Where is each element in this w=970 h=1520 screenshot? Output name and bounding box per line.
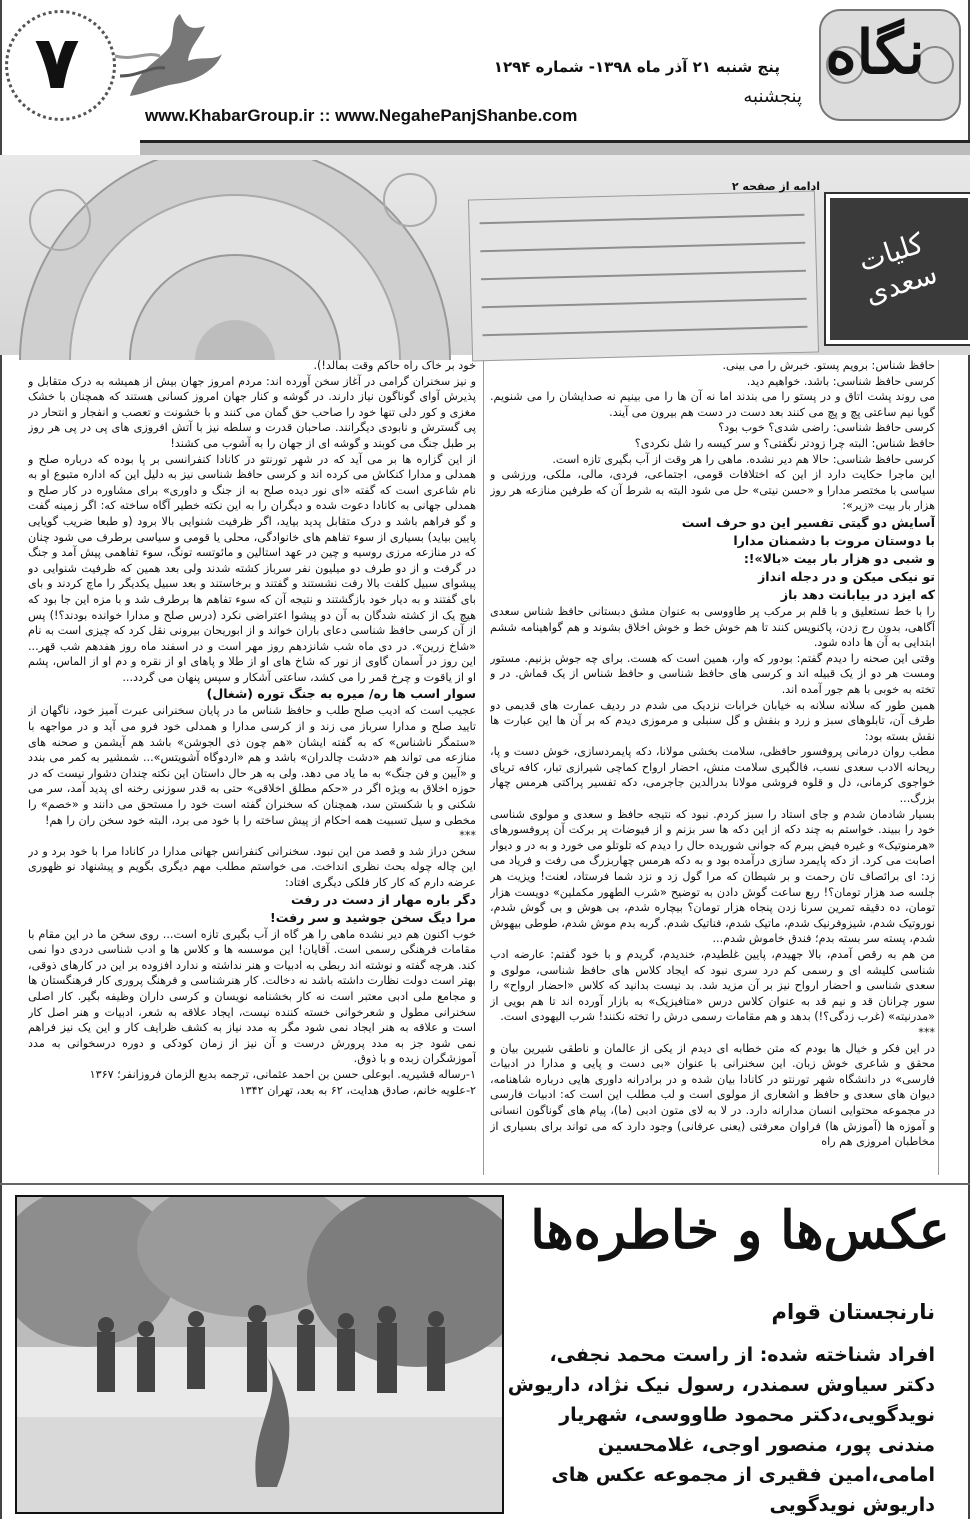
masthead-subtitle: پنجشنبه: [743, 86, 802, 107]
manuscript-image: [468, 190, 819, 361]
paragraph: از این گزاره ها بر می آید که در شهر تورنتو در کانادا کنفرانسی بر پا بوده که درباره صلح و همدلی و مدارا کنکاش می کرده اند و کرسی حافظ شناسی نیز به دلیل این که اداره متبوع او به نام شاعری است که گفته «ای نور دیده صلح به از جنگ و داوری» برای مشاوره در کار صلح و همدلی جهانی به کانادا دعوت شده و دیگران را به این نکته خطیر آگاه ساخته که: اگر زمینه گفت و گو فراهم باشد و درک متقابل پدید بیاید، اگر ظرفیت شنوایی بالا برود (و طبعا ضریب گویایی پایین بیاید) بسیاری از سوء تفاهم های خانوادگی، محلی یا قومی و سیاسی برطرف می شود چنان که در منازعه مرزی روسیه و چین در عهد استالین و مائوتسه تونگ، سوء تفاهمی پیش آمد و جنگ در گرفت و از دو طرف دو میلیون نفر سرباز کشته شدند ولی بعد همین که ظرفیت شنوایی دو پیشوای سبیل کلفت بالا رفت نشستند و گفتند و برخاستند و بعد سبیل یکدیگر را ماچ کردند و بای بای گفتند و به دیار خود بازگشتند و نتیجه آن که سوء تفاهم ها برطرف شد و با مزه این جا بود که هیچ یک از کشته شدگان به آن دو پیشوا اعتراضی نکرد (درس صلح و مدارا خوانده بودند؟!) پس از آن کرسی حافظ شناسی دعای باران خواند و از ابوریحان بیرونی نقل کرد که چیزی است به نام «شاخ زرین». در دی ماه شب شانزدهم روز مهر است و در اسفند ماه روز هفدهم شب قهر... این روز در آسمان گاوی از نور که شاخ های او از طلا و پاهای او از نقره و دم او از الماس، پشم او از یاقوت و چرخ قمر را می کشد، ساعتی آشکار و سپس پنهان می گردد...: [28, 452, 476, 684]
paragraph: مطب روان درمانی پروفسور حافظی، سلامت بخشی مولانا، دکه پایمردسازی، خوش دست و پا، ریحانه الادب سعدی نسب، فالگیری سلامت منش، احضار ارواح کماچی شیرازی تبار، کافه تریای خواجوی کرمانی، دل و قلوه فروشی مولانا بدرالدین جاجرمی، دکه تفسیر پراکتی هرمس چهار بزرگ...: [490, 745, 935, 806]
paragraph: خوب اکنون هم دیر نشده ماهی را هر گاه از آب بگیری تازه است... روی سخن ما در این مقام با مقامات فرهنگی رسمی است. آقایان! این موسسه ها و کلاس ها و ادب شناسی دردی دوا نمی کند. هرچه گفته و نوشته اند ربطی به ادبیات و هنر نداشته و ندارد افزوده بر این در کارهای ذوقی، بهتر است دولت نظارت داشته باشد نه دخالت. کار هنرشناسی و فرهنگ پروری کار فرهنگستان ها و مجامع ملی ادبی معتبر است نه کار بخشنامه نویسان و کرسی داران وظیفه بگیر. کار اصلی سخنرانی مطول و شعرخوانی خسته کننده نیست، ایجاد علاقه به شعر، ادبیات و هنر اصل کار است و علاقه به هنر ایجاد نمی شود مگر به مدد نیاز به کشف ظرایف کار و این یک نیز فراهم نمی شود جز به مدد پرورش درست و آن نیز از زمان کودکی و دوره درسخوانی به مدد آموزشگران زبده و با ذوق.: [28, 927, 476, 1066]
paragraph: ۲-علویه خانم، صادق هدایت، ۶۲ به بعد، تهران ۱۳۴۲: [239, 1083, 476, 1097]
photo-caption: افراد شناخته شده: از راست محمد نجفی، دکتر سیاوش سمندر، رسول نیک نژاد، داریوش نویدگویی،دکتر محمود طاووسی، شهریار مندنی پور، منصور اوجی، غلامحسین امامی،امین فقیری از مجموعه عکس های داریوش نویدگویی: [507, 1344, 935, 1516]
paragraph: کرسی حافظ شناسی: حالا هم دیر نشده. ماهی را هر وقت از آب بگیری تازه است.: [552, 452, 935, 466]
photo-subject: نارنجستان قوام: [771, 1300, 935, 1324]
paragraph: بسیار شادمان شدم و جای استاد را سبز کردم. نبود که نتیجه حافظ و سعدی و مولوی شناسی خود را ببیند. خواستم به چند دکه از این دکه ها سر بزنم و از فیوضات پر برکت آن پروفسورهای «هرمنوتیک» و غیره فیض ببرم که جوانی شوریده حال را دیدم که تلوتلو می خورد و به در و دیوار اصابت می کرد. از دکه پایمرد سازی درآمده بود و به دکه هرمس چهاربزرگ می رفت و فریاد می زد: ای برائصاف تان رحمت و بر شیطان که مرا گول زد و نزد شما فرستاد، لعنت! ویزیت هر جلسه صد هزار تومان؟! ربع ساعت گوش دادن به توضیح «شرب الطهور مکملین» دویست هزار تومان، ده دقیقه تمرین سرنا زدن پنجاه هزار تومان؟ بیچاره شدم، بی هوش و بی گوش شدم، نوروتیک شدم، شیزوفرنیک شدم، ماتیک شدم، فناتیک شدم. گربه بدم موش شدم، طوطی بیهوش شدم، پسته سر بسته بدم؛ فندق خاموش شدم...: [490, 807, 935, 946]
verse-heading: مرا دیگ سخن جوشید و سر رفت!: [270, 909, 476, 925]
continued-from-label: ادامه از صفحه ۲: [731, 180, 820, 193]
section-divider: [0, 1183, 970, 1185]
column-frame: [938, 360, 939, 1175]
paragraph: را با خط نستعلیق و با قلم بر مرکب پر طاووسی به عنوان مشق دبستانی حافظ شناس سعدی آگاهی، بدون رج زدن، پاکنویس کنند تا هم خوش خط و خوش اخلاق بشوند و هم گواهینامه ششم ابتدایی به آن ها داده شود.: [490, 604, 935, 650]
archive-photo: [15, 1195, 504, 1514]
paragraph: سخن دراز شد و قصد من این نبود. سخنرانی کنفرانس جهانی مدارا در کانادا مرا با خود برد و در این چاله چوله بحث نظری انداخت. می خواستم مطلب مهم دیگری بگویم و پیشنهاد نو ظهوری عرضه دارم که کار کار فلکی دیگری افتاد:: [28, 844, 476, 889]
verse-heading: با دوستان مروت با دشمنان مدارا: [733, 532, 935, 548]
phoenix-icon: [110, 6, 230, 106]
page-number: ۷: [34, 20, 80, 106]
paragraph: خود بر خاک راه حاکم وقت بمالد!).: [313, 359, 476, 372]
verse-heading: تو نیکی میکن و در دجله انداز: [758, 568, 935, 584]
paragraph: این ماجرا حکایت دارد از این که اختلافات قومی، اجتماعی، فردی، مالی، ملکی، ورزشی و سیاسی با مختصر مدارا و «حسن نیتی» حل می شود البته به شرط آن که طرفین منازعه هر روز هزار بار بیت «زیر»:: [490, 468, 935, 513]
paragraph: کرسی حافظ شناسی: راضی شدی؟ خوب بود؟: [718, 421, 935, 435]
paragraph: حافظ شناس: برویم پستو. خبرش را می بینی.: [722, 359, 935, 372]
paragraph: همین طور که سلانه سلانه به خیابان خرابات نزدیک می شدم در ردیف عمارت های قدیمی دو طرف آن، تابلوهای سبز و زرد و بنفش و گل سنبلی و مرموزی دیدم که بر آن ها این عبارت ها نقش بسته بود:: [490, 698, 935, 743]
verse-heading: سوار اسب ها ره/ میره به جنگ توره (شغال): [206, 686, 476, 702]
paragraph: در این فکر و خیال ها بودم که متن خطابه ای دیدم از یکی از عالمان و ناطقی شیرین بیان و محقق و شاعری خوش زبان. این سخنرانی با عنوان «بی دست و پایی و مدارا در ادبیات فارسی» در دانشگاه شهر تورنتو در کانادا بیان شده و در برادرانه داوری هایی درباره شاهنامه، دیوان های سعدی و حافظ و اشعاری از مولوی است و لب مطلب این است که: ادبیات فارسی در مجموعه محتوایی انسان مدارانه دارد. در لا به لای متون ادبی (ما)، پیام های گوناگون انسانی و آموزه ها (آموزش ها) فراوان معرفتی (یعنی عرفانی) وجود دارد که می تواند برای بسیاری از مخاطبان امروزی هم راه: [490, 1041, 935, 1149]
article-column-right: [490, 358, 935, 1178]
issue-date-line: پنج شنبه ۲۱ آذر ماه ۱۳۹۸- شماره ۱۲۹۴: [493, 58, 780, 76]
paragraph: عجیب است که ادیب صلح طلب و حافظ شناس ما در پایان سخنرانی عبرت آمیز خود، ناگهان از تایید صلح و مدارا سرباز می زند و از کرسی مدارا و همدلی خود فرو می آید و در مواجهه با «ستمگر ناشناس» که به گفته ایشان «هم چون ذی الجوشن» باشد هم آیشمن و صحنه های منازعه می تواند هم «دشت چالدران» باشد و هم «اردوگاه آشویتس»... شمشیر به کمر می بندد و «آیین و فن جنگ» به ما یاد می دهد. ولی به هر حال داستان این نکته چندان دشوار نیست که در حوزه اخلاق به ویژه اگر در «حکم مطلق اخلاقی» حتی به قدر سوزنی رخنه ای پدید آمد، سر می شکنی و با شکستن سد، همچنان که سخنران گفته است خود را مستحق می دانند و «خصم» را مخطی و سیل تسبیت همه احکام از پیش ساخته را با خود می برد، البته خود سخن ران را هم!: [28, 704, 476, 827]
paragraph: و نیز سخنران گرامی در آغاز سخن آورده اند: مردم امروز جهان بیش از همیشه به درک متقابل و پذیرش آوای گوناگون نیاز دارند. در گوشه و کنار جهان امروز کسانی هستند که همچنان با خشک مغزی و کور دلی تنها خود را صاحب حق گمان می کنند و با خشونت و تعصب و انفجار و انتحار در پی گسترش و نابودی دیگرانند. صاحبان قدرت و سلطه نیز با آتش افروزی های پی در پی هر روز بر طبل جنگ می کوبند و گوشه ای از جهان را به آشوب می کشند!: [28, 374, 476, 450]
paragraph: ۱-رساله قشیریه. ابوعلی حسن بن احمد عثمانی، ترجمه بدیع الزمان فروزانفر؛ ۱۳۶۷: [89, 1067, 476, 1081]
header-band: [140, 143, 970, 155]
section-title: عکس‌ها و خاطره‌ها: [530, 1200, 950, 1261]
column-divider: [483, 360, 484, 1175]
verse-heading: که ایزد در بیابانت دهد باز: [780, 586, 935, 602]
paragraph: ***: [459, 829, 476, 843]
website-links[interactable]: www.KhabarGroup.ir :: www.NegahePanjShanbe.com: [145, 106, 578, 125]
badge-title: کلیات سعدی: [854, 226, 942, 311]
article-column-left: [28, 358, 476, 1158]
paragraph: حافظ شناس: البته چرا زودتر نگفتی؟ و سر کیسه را شل نکردی؟: [634, 436, 935, 450]
paragraph: من هم به رقص آمدم، بالا جهیدم، پایین غلطیدم، خندیدم، گریدم و با خود گفتم: عارضه ادب شناسی کلیشه ای و رسمی کم درد سری نبود که ایجاد کلاس های حافظ شناسی، مولوی و سعدی شناسی و احضار ارواح نیز بر آن مزید شد. بد نیست بدانید که کلاس «احضار ارواح» را سور چرانان قد و نیم قد به عنوان کلاس درس «متافیزیک» به بازار آورده اند تا هم بویی از «مدرنیته» (غرب زدگی؟!) بدهد و هم مقامات رسمی درش را تخته نکنند! شرب الیهودی است.: [490, 948, 935, 1024]
verse-heading: آسایش دو گیتی تفسیر این دو حرف است: [681, 514, 935, 530]
masthead-title: نگاه: [825, 18, 925, 88]
verse-heading: و شبی دو هزار بار بیت «بالا»!:: [743, 550, 935, 566]
mandala-ornament: [0, 160, 470, 360]
paragraph: کرسی حافظ شناسی: باشد. خواهیم دید.: [746, 374, 935, 388]
verse-heading: دگر باره مهار از دست در رفت: [290, 891, 476, 907]
paragraph: می روند پشت اتاق و در پستو را می بندند اما نه آن ها را می بینیم نه صدایشان را می شنویم. گویا نیم ساعتی پچ و پچ می کنند بعد دست در دست هم بیرون می آیند.: [490, 390, 935, 419]
paragraph: ***: [918, 1025, 935, 1039]
paragraph: وقتی این صحنه را دیدم گفتم: بودور که وار، همین است که هست. برای چه جوش بزنیم. مستور ومست هر دو از یک قبیله اند و کرسی های حافظ شناسی و حافظ شناس از یک قماش. در و تخته به خوبی با هم جور آمده اند.: [490, 651, 935, 696]
